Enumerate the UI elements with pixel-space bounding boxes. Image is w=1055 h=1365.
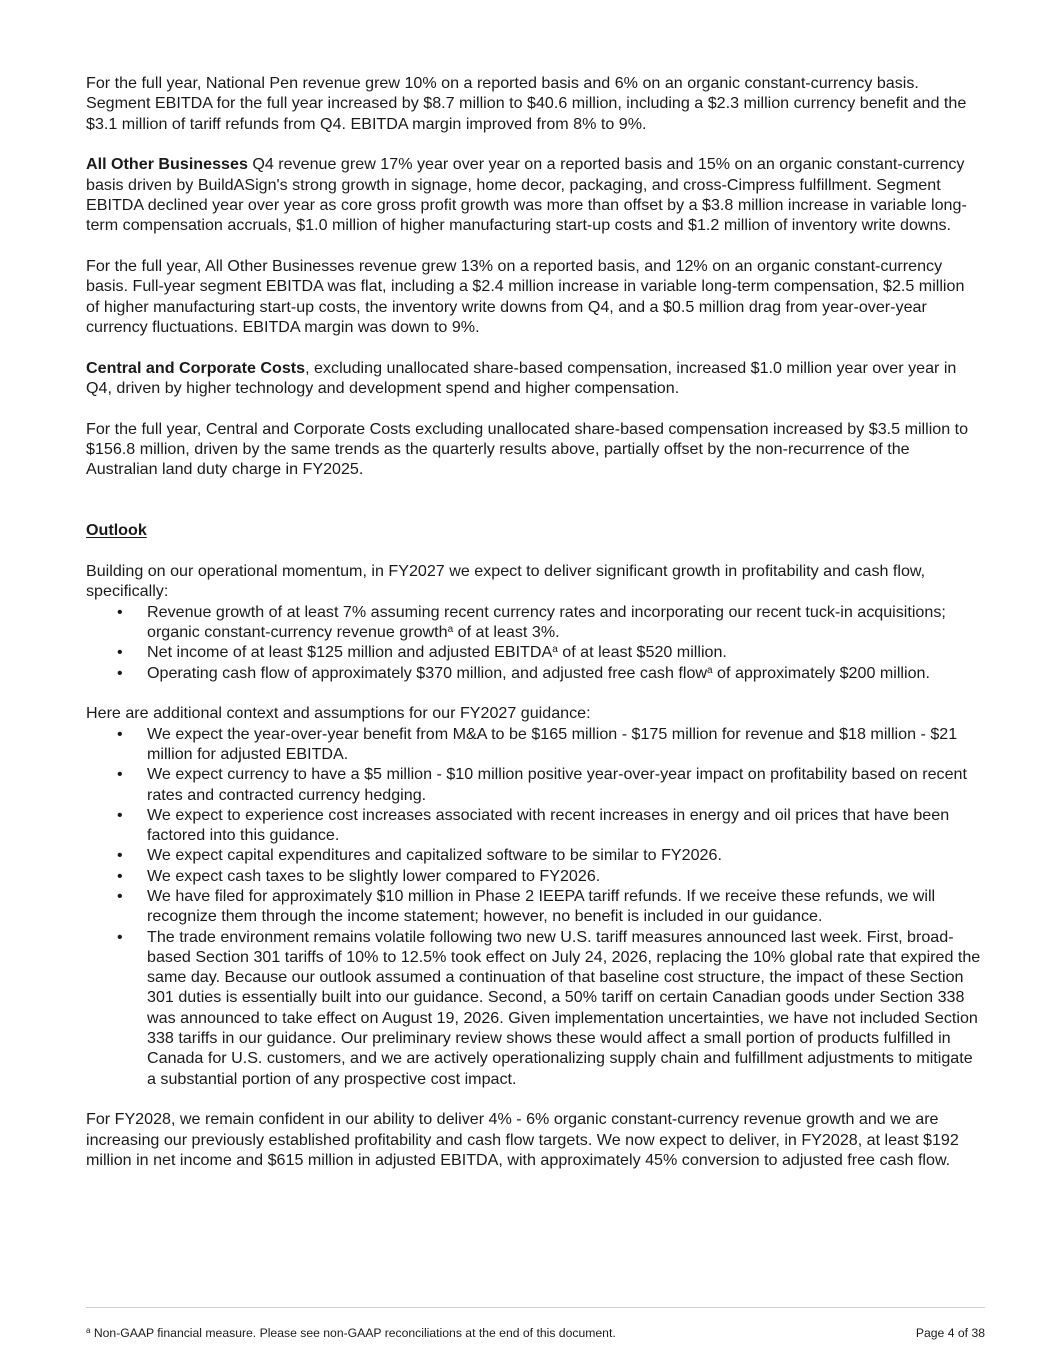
footnote-marker: a [86, 1326, 91, 1335]
footnote-marker: a [552, 644, 558, 656]
paragraph-central-corporate-full-year: For the full year, Central and Corporate Costs excluding unallocated share-based compensation increased by $3.5 million to $156.8 million, driven by the same trends as the quarterly results above, partially offset by the non-recurrence of the Australian land duty charge in FY2025. [86, 419, 969, 479]
paragraph-national-pen-full-year: For the full year, National Pen revenue grew 10% on a reported basis and 6% on an organic constant-currency basis. Segment EBITDA for the full year increased by $8.7 million to $40.6 million, including a $2.3 million currency benefit and the $3.1 million of tariff refunds from Q4. EBITDA margin improved from 8% to 9%. [86, 74, 967, 133]
list-item: • We expect currency to have a $5 million - $10 million positive year-over-year impact on profitability based on recent rates and contracted currency hedging. [86, 764, 981, 805]
paragraph-central-corporate-q4 [86, 358, 981, 399]
footer-divider [86, 1307, 985, 1308]
list-item: • We expect capital expenditures and capitalized software to be similar to FY2026. [86, 845, 981, 865]
central-corporate-q4-text: , excluding unallocated share-based compensation, increased $1.0 million year over year in Q4, driven by higher technology and development spend and higher compensation. [86, 358, 957, 398]
guidance-context-intro: Here are additional context and assumptions for our FY2027 guidance: [86, 704, 591, 723]
list-item: • We expect to experience cost increases associated with recent increases in energy and oil prices that have been factored into this guidance. [86, 805, 981, 846]
outlook-intro: Building on our operational momentum, in FY2027 we expect to deliver significant growth in profitability and cash flow, specifically: [86, 562, 926, 601]
footnote-marker: a [447, 623, 454, 635]
list-item: • The trade environment remains volatile following two new U.S. tariff measures announced last week. First, broad-based Section 301 tariffs of 10% to 12.5% took effect on July 24, 2026, replacing the 10% global rate that expired the same day. Because our outlook assumed a continuation of that baseline cost structure, the impact of these Section 301 duties is essentially built into our guidance. Second, a 50% tariff on certain Canadian goods under Section 338 was announced to take effect on August 19, 2026. Given implementation uncertainties, we have not included Section 338 tariffs in our guidance. Our preliminary review shows these would affect a small portion of products fulfilled in Canada for U.S. customers, and we are actively operationalizing supply chain and fulfillment adjustments to mitigate a substantial portion of any prospective cost impact. [86, 927, 981, 1089]
all-other-businesses-lead: All Other Businesses [86, 155, 248, 174]
list-item: • Revenue growth of at least 7% assuming recent currency rates and incorporating our recent tuck-in acquisitions; organic constant-currency revenue growth$^a$ of at least 3%. [86, 602, 981, 643]
outlook-heading: Outlook [86, 520, 147, 539]
paragraph-all-other-businesses-q4 [86, 154, 981, 235]
list-item: • Operating cash flow of approximately $370 million, and adjusted free cash flow$^a$ of approximately $200 million. [86, 663, 981, 683]
page-number: Page 4 of 38 [915, 1326, 985, 1340]
paragraph-fy2028-outlook: For FY2028, we remain confident in our ability to deliver 4% - 6% organic constant-currency revenue growth and we are increasing our previously established profitability and cash flow targets. We now expect to deliver, in FY2028, at least $192 million in net income and $615 million in adjusted EBITDA, with approximately 45% conversion to adjusted free cash flow. [86, 1110, 959, 1170]
list-item: • We expect the year-over-year benefit from M&A to be $165 million - $175 million for revenue and $18 million - $21 million for adjusted EBITDA. [86, 724, 981, 765]
list-item: • We expect cash taxes to be slightly lower compared to FY2026. [86, 866, 981, 886]
footnote-text: Non-GAAP financial measure. Please see non-GAAP reconciliations at the end of this document. [90, 1326, 616, 1340]
central-corporate-lead: Central and Corporate Costs [86, 358, 306, 377]
list-item: • Net income of at least $125 million and adjusted EBITDA$^a$ of at least $520 million. [86, 642, 981, 662]
document-body [86, 73, 981, 1170]
fy2027-assumptions-list [86, 724, 981, 1089]
paragraph-all-other-businesses-full-year: For the full year, All Other Businesses revenue grew 13% on a reported basis, and 12% on an organic constant-currency basis. Full-year segment EBITDA was flat, including a $2.4 million increase in variable long-term compensation, $2.5 million of higher manufacturing start-up costs, the inventory write downs from Q4, and a $0.5 million drag from year-over-year currency fluctuations. EBITDA margin was down to 9%. [86, 257, 965, 336]
all-other-businesses-q4-text: Q4 revenue grew 17% year over year on a reported basis and 15% on an organic constant-currency basis driven by BuildASign's strong growth in signage, home decor, packaging, and cross-Cimpress fulfillment. Segment EBITDA declined year over year as core gross profit growth was more than offset by a $3.8 million increase in variable long-term compensation accruals, $1.0 million of higher manufacturing start-up costs and $1.2 million of inventory write downs. [86, 155, 967, 235]
footnote-marker: a [707, 664, 713, 676]
list-item: • We have filed for approximately $10 million in Phase 2 IEEPA tariff refunds. If we receive these refunds, we will recognize them through the income statement; however, no benefit is included in our guidance. [86, 886, 981, 927]
fy2027-expectations-list [86, 602, 981, 683]
footnote [86, 1325, 616, 1341]
